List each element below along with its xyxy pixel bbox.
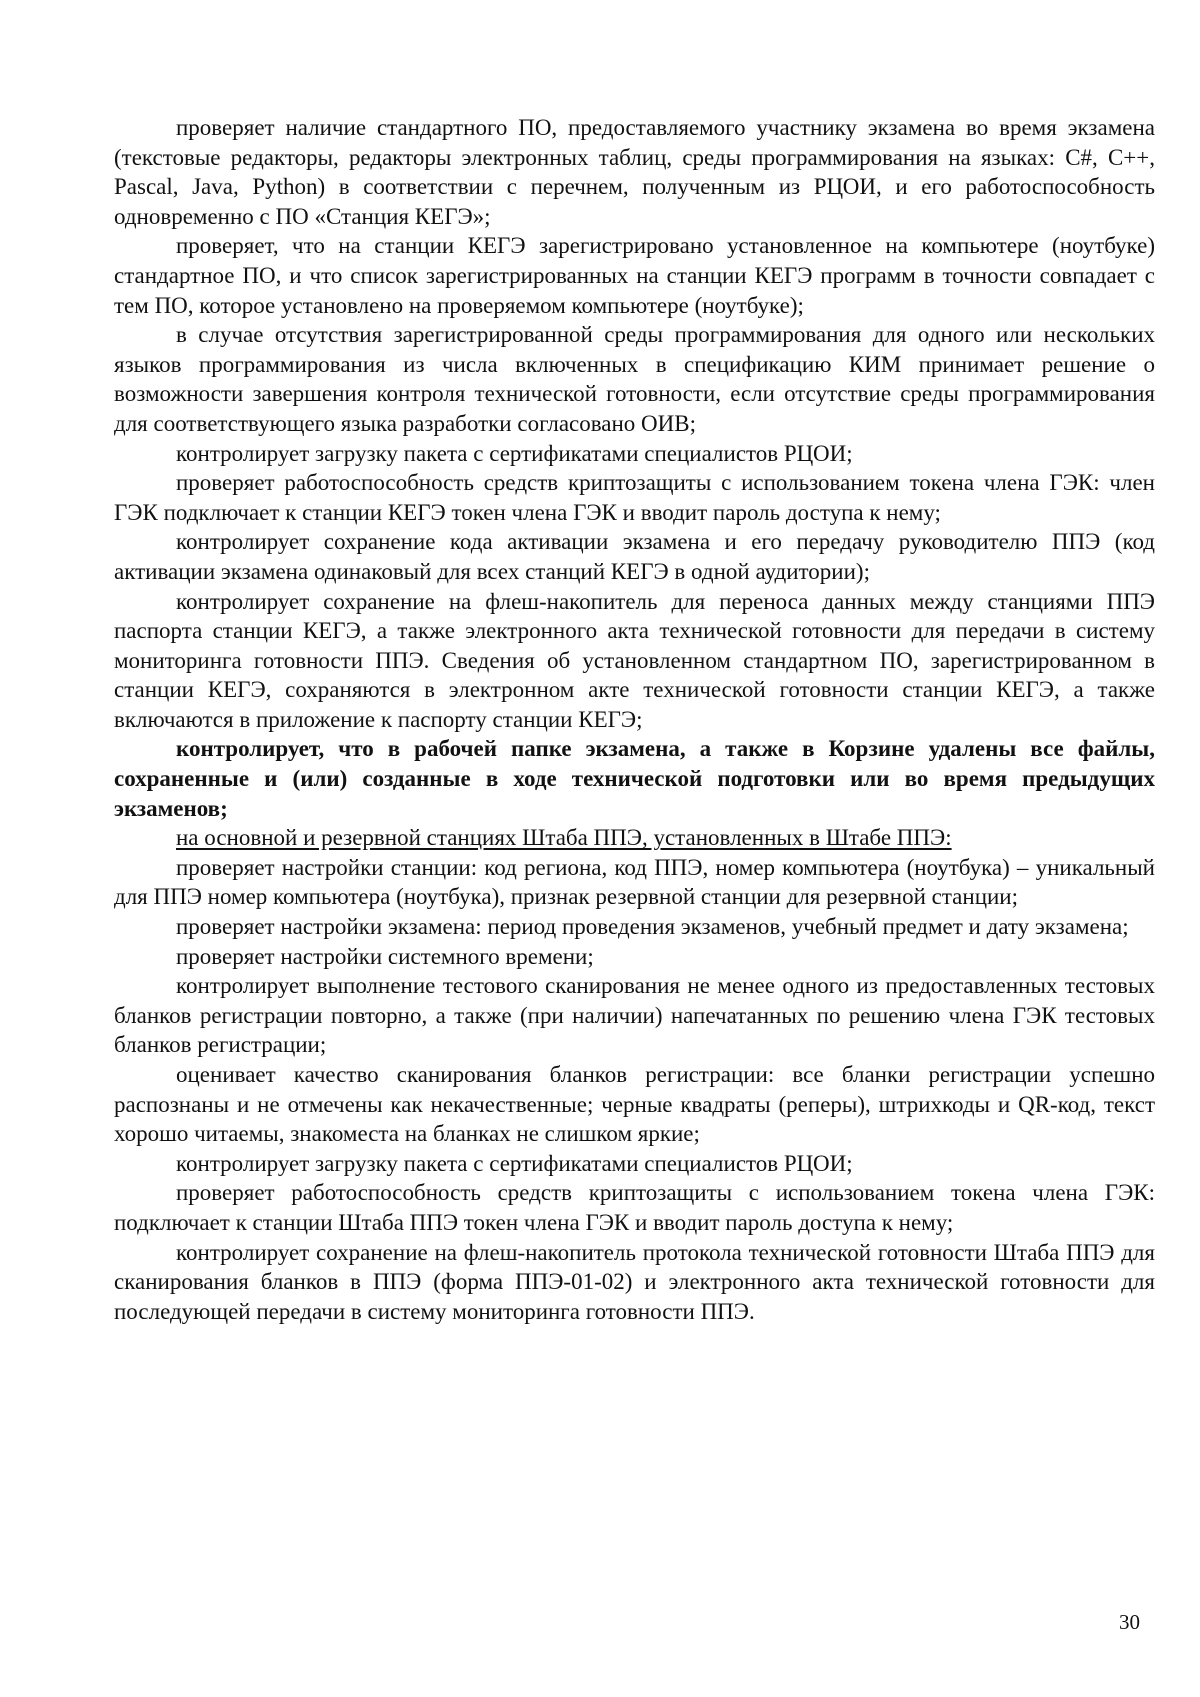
paragraph-files-deleted: контролирует, что в рабочей папке экзамена, а также в Корзине удалены все файлы, сохраненные и (или) созданные в ходе технической подготовки или во время предыдущих экзаменов; bbox=[114, 736, 1155, 821]
body-text bbox=[114, 113, 1155, 1326]
paragraph-certificates-load: контролирует загрузку пакета с сертификатами специалистов РЦОИ; bbox=[176, 440, 853, 466]
paragraph-activation-code: контролирует сохранение кода активации экзамена и его передачу руководителю ППЭ (код активации экзамена одинаковый для всех станций КЕГЭ в одной аудитории); bbox=[114, 529, 1155, 584]
paragraph-flash-save-protocol: контролирует сохранение на флеш-накопитель протокола технической готовности Штаба ППЭ для сканирования бланков в ППЭ (форма ППЭ-01-02) и электронного акта технической готовности для последующей передачи в систему мониторинга готовности ППЭ. bbox=[114, 1239, 1155, 1324]
paragraph-system-time: проверяет настройки системного времени; bbox=[176, 943, 594, 969]
paragraph-scan-quality: оценивает качество сканирования бланков регистрации: все бланки регистрации успешно распознаны и не отмечены как некачественные; черные квадраты (реперы), штрихкоды и QR-код, текст хорошо читаемы, знакоместа на бланках не слишком яркие; bbox=[114, 1062, 1155, 1147]
paragraph-standard-software-check: проверяет наличие стандартного ПО, предоставляемого участнику экзамена во время экзамена (текстовые редакторы, редакторы электронных таблиц, среды программирования на языках: C#, C++, Pascal, Java, Python) в соответствии с перечнем, полученным из РЦОИ, и его работоспособность одновременно с ПО «Станция КЕГЭ»; bbox=[114, 115, 1155, 229]
paragraph-crypto-check-hq: проверяет работоспособность средств криптозащиты с использованием токена члена ГЭК: подключает к станции Штаба ППЭ токен члена ГЭК и вводит пароль доступа к нему; bbox=[114, 1180, 1155, 1235]
paragraph-station-settings: проверяет настройки станции: код региона, код ППЭ, номер компьютера (ноутбука) – уникальный для ППЭ номер компьютера (ноутбука), признак резервной станции для резервной станции; bbox=[114, 854, 1155, 910]
paragraph-test-scanning: контролирует выполнение тестового сканирования не менее одного из предоставленных тестовых бланков регистрации повторно, а также (при наличии) напечатанных по решению члена ГЭК тестовых бланков регистрации; bbox=[114, 973, 1155, 1058]
paragraph-registered-software-check: проверяет, что на станции КЕГЭ зарегистрировано установленное на компьютере (ноутбуке) стандартное ПО, и что список зарегистрированных на станции КЕГЭ программ в точности совпадает с тем ПО, которое установлено на проверяемом компьютере (ноутбуке); bbox=[114, 233, 1155, 318]
page-number: 30 bbox=[1119, 1610, 1140, 1634]
paragraph-missing-environment: в случае отсутствия зарегистрированной среды программирования для одного или нескольких языков программирования из числа включенных в спецификацию КИМ принимает решение о возможности завершения контроля технической готовности, если отсутствие среды программирования для соответствующего языка разработки согласовано ОИВ; bbox=[114, 322, 1155, 436]
paragraph-exam-settings: проверяет настройки экзамена: период проведения экзаменов, учебный предмет и дату экзамена; bbox=[176, 914, 1129, 940]
section-heading-hq-stations: на основной и резервной станциях Штаба ППЭ, установленных в Штабе ППЭ: bbox=[176, 825, 952, 851]
paragraph-certificates-load-hq: контролирует загрузку пакета с сертификатами специалистов РЦОИ; bbox=[176, 1150, 853, 1176]
paragraph-crypto-check: проверяет работоспособность средств криптозащиты с использованием токена члена ГЭК: член ГЭК подключает к станции КЕГЭ токен члена ГЭК и вводит пароль доступа к нему; bbox=[114, 470, 1155, 525]
paragraph-flash-save-passport: контролирует сохранение на флеш-накопитель для переноса данных между станциями ППЭ паспорта станции КЕГЭ, а также электронного акта технической готовности для передачи в систему мониторинга готовности ППЭ. Сведения об установленном стандартном ПО, зарегистрированном в станции КЕГЭ, сохраняются в электронном акте технической готовности станции КЕГЭ, а также включаются в приложение к паспорту станции КЕГЭ; bbox=[114, 588, 1155, 732]
